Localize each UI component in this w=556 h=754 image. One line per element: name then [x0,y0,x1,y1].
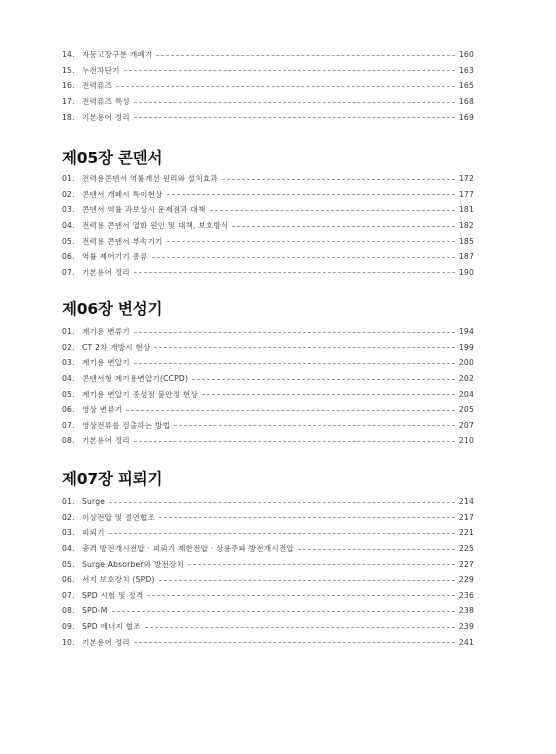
toc-entry-page-number: 241 [458,637,474,647]
toc-entry-page-number: 200 [458,358,474,368]
toc-entry-page-number: 185 [458,236,474,246]
toc-entry-number: 06. [62,252,75,262]
toc-entry-number: 03. [62,528,75,538]
toc-dot-leader [134,363,455,364]
toc-entry-page-number: 221 [458,528,474,538]
toc-dot-leader [202,394,455,395]
toc-entry-title: SPD 에너지 협조 [82,622,141,632]
toc-entry[interactable] [62,171,474,187]
toc-entry-number: 02. [62,189,75,199]
toc-dot-leader [109,502,455,503]
toc-dot-leader [222,179,455,180]
toc-entry-title: 기본용어 정리 [82,267,130,277]
toc-entry-page-number: 169 [458,112,474,122]
toc-entry-number: 14. [62,50,75,60]
toc-dot-leader [159,580,455,581]
toc-entry-number: 04. [62,544,75,554]
toc-dot-leader [147,595,455,596]
toc-entry-page-number: 207 [458,420,474,430]
toc-entry-title: 기본용어 정리 [82,637,130,647]
toc-entry-title: 충격 방전개시전압 · 피뢰기 제한전압 · 상용주파 방전개시전압 [82,544,294,554]
toc-entry[interactable] [62,249,474,265]
toc-entry-title: 계기용 변압기 [82,358,130,368]
toc-entry-number: 15. [62,65,75,75]
toc-entry-number: 09. [62,622,75,632]
toc-entry-title: 계기용 변압기 중성점 불안정 현상 [82,389,198,399]
toc-entry[interactable] [62,588,474,604]
toc-dot-leader [152,257,455,258]
toc-dot-leader [298,549,455,550]
toc-entry[interactable] [62,572,474,588]
toc-dot-leader [116,86,455,87]
toc-entry[interactable] [62,63,474,79]
toc-entry[interactable] [62,265,474,281]
toc-entry-title: 전력용 콘덴서 열화 원인 및 대책, 보호방식 [82,221,229,231]
toc-entry[interactable] [62,619,474,635]
toc-entry-page-number: 172 [458,174,474,184]
toc-entry-title: 영상 변류기 [82,405,123,415]
toc-entry[interactable] [62,218,474,234]
toc-section-07 [62,494,474,650]
toc-entry-title: 전력퓨즈 [82,81,113,91]
toc-entry-title: 누전차단기 [82,65,120,75]
toc-entry-page-number: 239 [458,622,474,632]
toc-dot-leader [134,102,455,103]
toc-entry-title: 기본용어 정리 [82,112,130,122]
toc-entry[interactable] [62,386,474,402]
toc-entry-title: 자동고장구분 개폐기 [82,50,153,60]
toc-entry-number: 03. [62,358,75,368]
toc-entry[interactable] [62,202,474,218]
toc-entry-title: 전력퓨즈 특성 [82,97,130,107]
toc-dot-leader [109,533,455,534]
toc-entry-number: 05. [62,389,75,399]
toc-entry-page-number: 210 [458,436,474,446]
toc-dot-leader [126,410,455,411]
toc-entry-title: 서지 보호장치 (SPD) [82,575,155,585]
toc-entry-title: 계기용 변류기 [82,327,130,337]
toc-entry-page-number: 204 [458,389,474,399]
toc-entry[interactable] [62,510,474,526]
toc-entry-number: 06. [62,405,75,415]
toc-dot-leader [134,642,455,643]
toc-entry-title: 피뢰기 [82,528,105,538]
toc-entry-page-number: 238 [458,606,474,616]
toc-entry-number: 01. [62,174,75,184]
toc-entry-number: 07. [62,590,75,600]
toc-dot-leader [145,627,455,628]
toc-dot-leader [134,441,455,442]
toc-entry-number: 08. [62,606,75,616]
toc-entry-number: 02. [62,512,75,522]
toc-section-continued [62,47,474,125]
toc-entry-title: 전력용콘덴서 역률개선 원리와 설치효과 [82,174,218,184]
toc-dot-leader [159,517,455,518]
toc-entry-number: 07. [62,420,75,430]
toc-entry[interactable] [62,433,474,449]
toc-dot-leader [154,347,455,348]
toc-dot-leader [134,117,455,118]
toc-entry-page-number: 163 [458,65,474,75]
toc-entry-number: 18. [62,112,75,122]
toc-entry[interactable] [62,603,474,619]
toc-entry[interactable] [62,494,474,510]
toc-entry-title: 역률 제어기기 종류 [82,252,148,262]
toc-entry-title: CT 2차 개방시 현상 [82,342,151,352]
toc-dot-leader [192,379,455,380]
toc-entry-number: 07. [62,267,75,277]
toc-entry-title: 전력용 콘덴서 부속기기 [82,236,163,246]
toc-entry-number: 01. [62,327,75,337]
chapter-heading-05: 제05장 콘덴서 [62,149,163,167]
toc-entry[interactable] [62,109,474,125]
toc-dot-leader [134,272,455,273]
toc-entry-title: 콘덴서 역률 과보상시 문제점과 대책 [82,205,206,215]
toc-entry-title: 기본용어 정리 [82,436,130,446]
toc-entry-page-number: 194 [458,327,474,337]
toc-entry-page-number: 217 [458,512,474,522]
toc-entry[interactable] [62,94,474,110]
toc-entry-page-number: 187 [458,252,474,262]
toc-entry-page-number: 214 [458,497,474,507]
toc-dot-leader [167,194,455,195]
toc-entry-title: Surge [82,497,106,507]
toc-entry-page-number: 227 [458,559,474,569]
toc-dot-leader [188,564,455,565]
toc-dot-leader [232,226,455,227]
toc-dot-leader [112,611,455,612]
toc-entry-number: 04. [62,374,75,384]
toc-entry-number: 05. [62,559,75,569]
toc-entry[interactable] [62,355,474,371]
toc-entry-page-number: 202 [458,374,474,384]
toc-entry-page-number: 160 [458,50,474,60]
toc-entry[interactable] [62,556,474,572]
toc-entry[interactable] [62,47,474,63]
toc-entry-number: 16. [62,81,75,91]
toc-dot-leader [156,55,455,56]
toc-section-05 [62,171,474,280]
toc-entry-title: SPD-M [82,606,108,616]
toc-entry-number: 17. [62,97,75,107]
toc-entry-title: SPD 시험 및 정격 [82,590,144,600]
toc-entry[interactable] [62,541,474,557]
toc-entry-page-number: 181 [458,205,474,215]
toc-entry[interactable] [62,324,474,340]
toc-dot-leader [174,425,455,426]
chapter-heading-06: 제06장 변성기 [62,300,163,318]
toc-entry[interactable] [62,187,474,203]
toc-entry-number: 06. [62,575,75,585]
toc-entry[interactable] [62,371,474,387]
toc-entry-page-number: 177 [458,189,474,199]
toc-entry-page-number: 182 [458,221,474,231]
toc-entry[interactable] [62,634,474,650]
toc-section-06 [62,324,474,449]
toc-dot-leader [134,332,455,333]
toc-entry-number: 05. [62,236,75,246]
toc-entry[interactable] [62,78,474,94]
toc-dot-leader [167,241,455,242]
toc-entry-number: 10. [62,637,75,647]
toc-entry-number: 01. [62,497,75,507]
toc-entry-page-number: 168 [458,97,474,107]
toc-entry[interactable] [62,418,474,434]
toc-entry-number: 03. [62,205,75,215]
toc-entry[interactable] [62,402,474,418]
toc-entry-title: 콘덴서 개폐시 특이현상 [82,189,163,199]
toc-entry-number: 02. [62,342,75,352]
toc-entry[interactable] [62,233,474,249]
toc-entry-title: Surge Absorber와 방전장치 [82,559,184,569]
toc-dot-leader [124,70,455,71]
toc-entry-page-number: 165 [458,81,474,91]
toc-entry[interactable] [62,340,474,356]
toc-entry-title: 콘덴서형 계기용변압기(CCPD) [82,374,189,384]
chapter-heading-07: 제07장 피뢰기 [62,470,163,488]
toc-entry-page-number: 236 [458,590,474,600]
toc-entry-page-number: 225 [458,544,474,554]
toc-entry-page-number: 199 [458,342,474,352]
toc-entry-page-number: 229 [458,575,474,585]
toc-entry[interactable] [62,525,474,541]
toc-entry-title: 영상전류를 검출하는 방법 [82,420,171,430]
toc-entry-number: 04. [62,221,75,231]
toc-dot-leader [210,210,456,211]
toc-entry-page-number: 205 [458,405,474,415]
toc-entry-number: 08. [62,436,75,446]
toc-entry-title: 이상전압 및 절연협조 [82,512,156,522]
toc-entry-page-number: 190 [458,267,474,277]
